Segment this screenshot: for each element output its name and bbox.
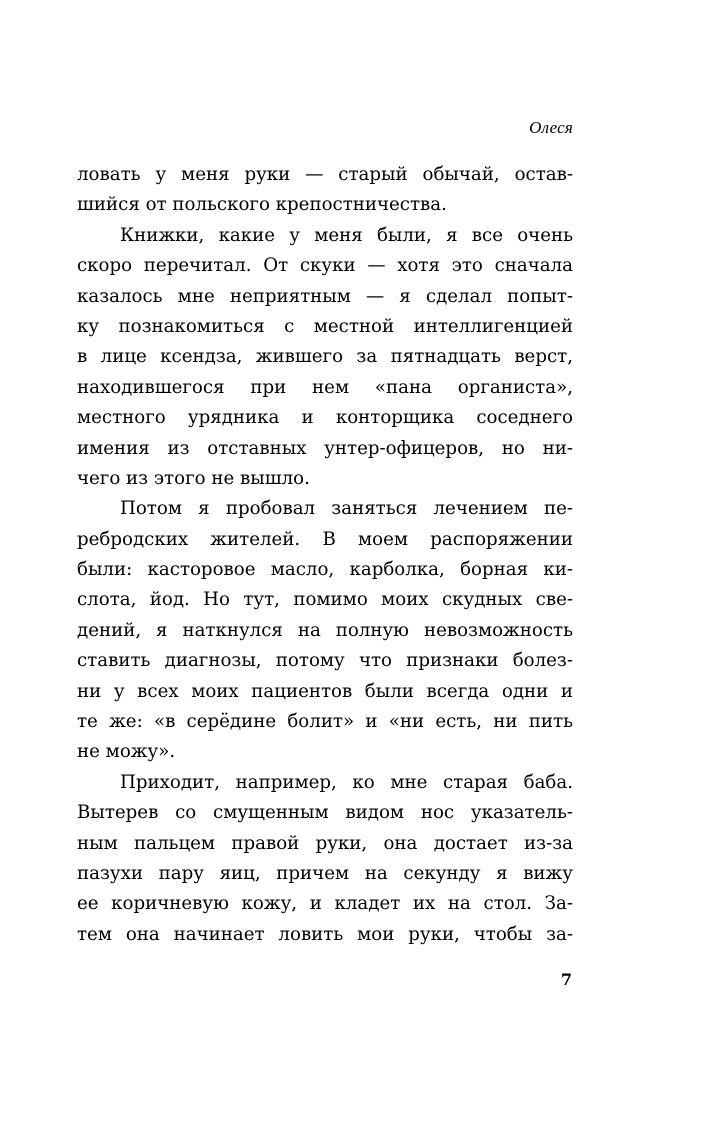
text-line: чего из этого не вышло. [77,467,310,489]
text-line: казалось мне неприятным — я сделал попыт- [77,285,573,307]
text-line: ставить диагнозы, потому что признаки болез- [77,650,573,672]
text-line: дений, я наткнулся на полную невозможность [77,619,573,641]
text-line: были: касторовое масло, карболка, борная ки- [77,559,573,581]
text-line: ни у всех моих пациентов были всегда одни и [77,680,573,702]
text-line: не можу». [77,741,176,763]
text-line: находившегося при нем «пана органиста», [77,376,573,398]
text-line: шийся от польского крепостничества. [77,194,447,216]
text-line: Приходит, например, ко мне старая баба. [120,771,573,793]
text-line: в лице ксендза, жившего за пятнадцать верст, [77,346,573,368]
page-number: 7 [560,970,572,989]
text-line: тем она начинает ловить мои руки, чтобы за- [77,923,573,945]
text-line: Книжки, какие у меня были, я все очень [120,224,573,246]
text-line: ребродских жителей. В моем распоряжении [77,528,573,550]
text-line: имения из отставных унтер-офицеров, но ни- [77,437,573,459]
text-line: скоро перечитал. От скуки — хотя это сначала [77,255,573,277]
text-line: ее коричневую кожу, и кладет их на стол. За- [77,893,573,915]
running-head: Олеся [529,118,573,137]
text-line: ным пальцем правой руки, она достает из-за [77,832,573,854]
body-text [77,160,573,950]
text-line: местного урядника и конторщика соседнего [77,407,573,429]
text-line: те же: «в серёдине болит» и «ни есть, ни пить [77,711,573,733]
text-line: Вытерев со смущенным видом нос указатель- [77,802,573,824]
text-line: пазухи пару яиц, причем на секунду я вижу [77,862,573,884]
text-line: Потом я пробовал заняться лечением пе- [120,498,573,520]
text-line: ловать у меня руки — старый обычай, остав- [77,164,573,185]
text-line: ку познакомиться с местной интеллигенцией [77,315,573,337]
text-line: слота, йод. Но тут, помимо моих скудных све- [77,589,573,611]
